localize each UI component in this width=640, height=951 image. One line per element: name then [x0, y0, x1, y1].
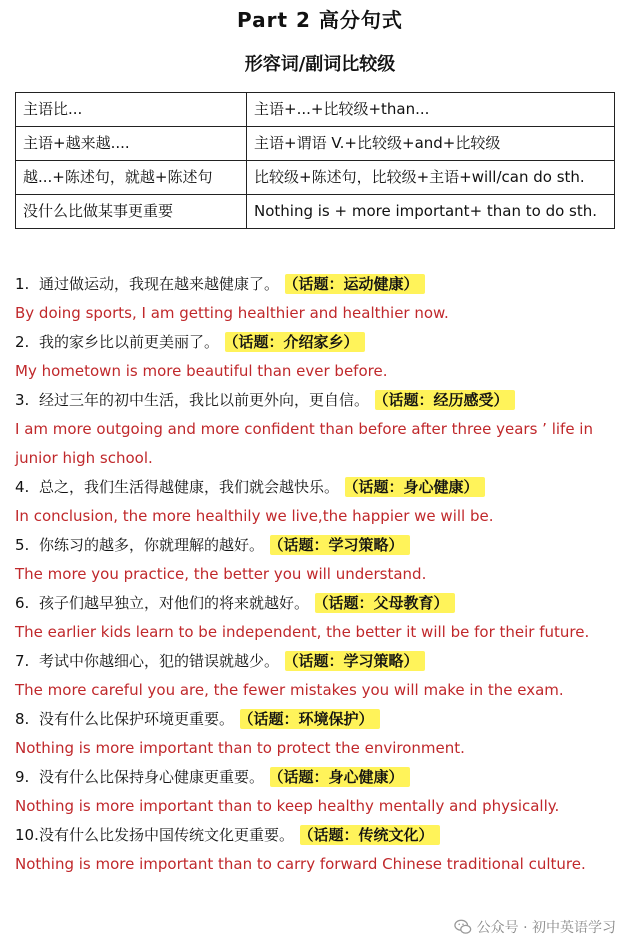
example-number: 2. [15, 333, 30, 351]
example-number: 7. [15, 652, 30, 670]
grammar-table [15, 92, 615, 229]
structure-cell: 比较级+陈述句，比较级+主语+will/can do sth. [247, 161, 615, 195]
example-chinese [15, 763, 625, 792]
chinese-sentence: 总之，我们生活得越健康，我们就会越快乐。 [39, 478, 340, 496]
example-chinese [15, 328, 625, 357]
example-chinese [15, 386, 625, 415]
example-english: The more you practice, the better you will understand. [15, 565, 427, 583]
example-english: Nothing is more important than to protect the environment. [15, 739, 465, 757]
example-chinese [15, 531, 625, 560]
example-number: 3. [15, 391, 30, 409]
page-title: Part 2 高分句式 [237, 8, 403, 32]
wechat-icon [454, 918, 472, 936]
example-list [15, 270, 625, 879]
topic-tag: （话题：身心健康） [270, 767, 410, 787]
chinese-sentence: 没有什么比保持身心健康更重要。 [39, 768, 265, 786]
example-chinese [15, 473, 625, 502]
structure-cell: 主语+...+比较级+than... [247, 93, 615, 127]
topic-tag: （话题：学习策略） [270, 535, 410, 555]
chinese-sentence: 孩子们越早独立，对他们的将来就越好。 [39, 594, 310, 612]
chinese-sentence: 经过三年的初中生活，我比以前更外向，更自信。 [39, 391, 370, 409]
table-row [16, 195, 615, 229]
structure-cell: Nothing is + more important+ than to do sth. [247, 195, 615, 229]
example-number: 6. [15, 594, 30, 612]
example-chinese [15, 589, 625, 618]
example-english: Nothing is more important than to carry forward Chinese traditional culture. [15, 855, 586, 873]
pattern-cell: 没什么比做某事更重要 [16, 195, 247, 229]
topic-tag: （话题：运动健康） [285, 274, 425, 294]
chinese-sentence: 没有什么比发扬中国传统文化更重要。 [39, 826, 295, 844]
example-number: 8. [15, 710, 30, 728]
example-number: 10. [15, 826, 39, 844]
topic-tag: （话题：父母教育） [315, 593, 455, 613]
pattern-cell: 主语+越来越.... [16, 127, 247, 161]
example-english: By doing sports, I am getting healthier and healthier now. [15, 304, 449, 322]
example-number: 5. [15, 536, 30, 554]
example-number: 1. [15, 275, 30, 293]
example-number: 9. [15, 768, 30, 786]
section-subtitle: 形容词/副词比较级 [244, 54, 396, 75]
table-row [16, 127, 615, 161]
topic-tag: （话题：学习策略） [285, 651, 425, 671]
example-number: 4. [15, 478, 30, 496]
structure-cell: 主语+谓语 V.+比较级+and+比较级 [247, 127, 615, 161]
example-english: My hometown is more beautiful than ever before. [15, 362, 388, 380]
example-chinese [15, 270, 625, 299]
pattern-cell: 主语比... [16, 93, 247, 127]
watermark-text: 公众号 · 初中英语学习 [476, 920, 616, 936]
example-english: The earlier kids learn to be independent, the better it will be for their future. [15, 623, 590, 641]
example-english: In conclusion, the more healthily we live,the happier we will be. [15, 507, 494, 525]
chinese-sentence: 我的家乡比以前更美丽了。 [39, 333, 220, 351]
table-row [16, 93, 615, 127]
example-english: I am more outgoing and more confident than before after three years ’ life in junior high school. [15, 420, 593, 467]
topic-tag: （话题：传统文化） [300, 825, 440, 845]
topic-tag: （话题：介绍家乡） [225, 332, 365, 352]
pattern-cell: 越...+陈述句，就越+陈述句 [16, 161, 247, 195]
example-chinese [15, 705, 625, 734]
table-row [16, 161, 615, 195]
chinese-sentence: 考试中你越细心，犯的错误就越少。 [39, 652, 280, 670]
chinese-sentence: 通过做运动，我现在越来越健康了。 [39, 275, 280, 293]
chinese-sentence: 没有什么比保护环境更重要。 [39, 710, 235, 728]
example-english: The more careful you are, the fewer mistakes you will make in the exam. [15, 681, 564, 699]
example-english: Nothing is more important than to keep healthy mentally and physically. [15, 797, 560, 815]
chinese-sentence: 你练习的越多，你就理解的越好。 [39, 536, 265, 554]
topic-tag: （话题：环境保护） [240, 709, 380, 729]
topic-tag: （话题：身心健康） [345, 477, 485, 497]
watermark [450, 917, 620, 937]
example-chinese [15, 647, 625, 676]
topic-tag: （话题：经历感受） [375, 390, 515, 410]
example-chinese [15, 821, 625, 850]
